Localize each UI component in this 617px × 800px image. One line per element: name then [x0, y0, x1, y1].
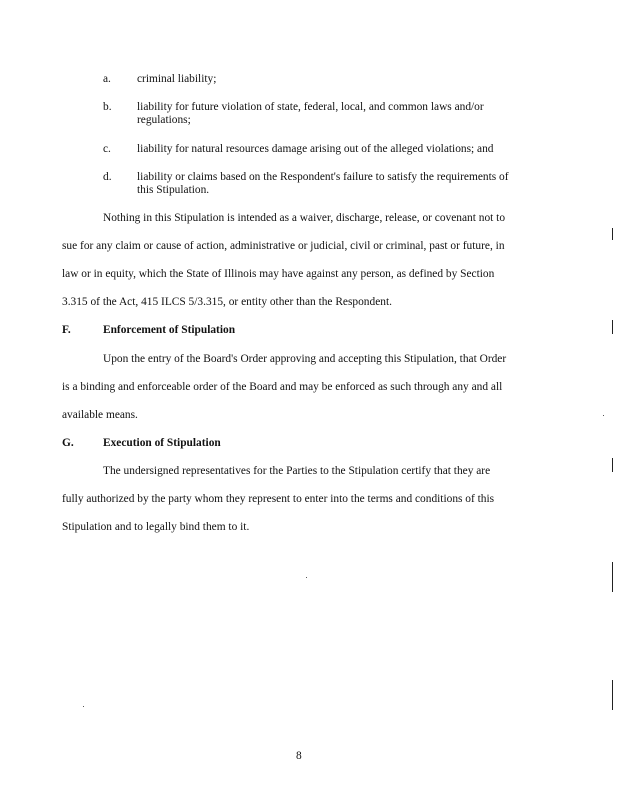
list-marker-a: a. — [103, 73, 111, 85]
list-item-a-line-1: criminal liability; — [137, 73, 217, 85]
scan-mark — [612, 562, 613, 592]
list-item-d-line-2: this Stipulation. — [137, 184, 210, 196]
section-f-line-3: available means. — [62, 409, 138, 421]
list-marker-d: d. — [103, 171, 112, 183]
list-item-b-line-1: liability for future violation of state, federal, local, and common laws and/or — [137, 101, 484, 113]
section-f-letter: F. — [62, 324, 71, 336]
section-g-heading: Execution of Stipulation — [103, 437, 221, 449]
list-item-d-line-1: liability or claims based on the Respondent's failure to satisfy the requirements of — [137, 171, 509, 183]
list-item-c-line-1: liability for natural resources damage arising out of the alleged violations; and — [137, 143, 494, 155]
reservation-line-4: 3.315 of the Act, 415 ILCS 5/3.315, or entity other than the Respondent. — [62, 296, 392, 308]
scan-speck — [603, 415, 604, 416]
section-g-line-2: fully authorized by the party whom they represent to enter into the terms and conditions of this — [62, 493, 495, 505]
reservation-line-1: Nothing in this Stipulation is intended as a waiver, discharge, release, or covenant not to — [103, 212, 506, 224]
scan-speck — [83, 706, 84, 707]
reservation-line-3: law or in equity, which the State of Illinois may have against any person, as defined by Section — [62, 268, 495, 280]
section-f-heading: Enforcement of Stipulation — [103, 324, 236, 336]
scan-mark — [612, 320, 613, 334]
section-g-letter: G. — [62, 437, 74, 449]
list-item-b-line-2: regulations; — [137, 114, 191, 126]
section-f-line-2: is a binding and enforceable order of the Board and may be enforced as such through any and all — [62, 381, 503, 393]
section-f-line-1: Upon the entry of the Board's Order approving and accepting this Stipulation, that Order — [103, 353, 507, 365]
section-g-line-1: The undersigned representatives for the Parties to the Stipulation certify that they are — [103, 465, 491, 477]
scan-mark — [612, 680, 613, 710]
scan-mark — [612, 228, 613, 240]
scan-mark — [612, 458, 613, 472]
section-g-line-3: Stipulation and to legally bind them to it. — [62, 521, 250, 533]
page-number: 8 — [296, 750, 302, 762]
list-marker-c: c. — [103, 143, 111, 155]
reservation-line-2: sue for any claim or cause of action, administrative or judicial, civil or criminal, past or future, in — [62, 240, 505, 252]
list-marker-b: b. — [103, 101, 112, 113]
scan-speck — [306, 577, 307, 578]
